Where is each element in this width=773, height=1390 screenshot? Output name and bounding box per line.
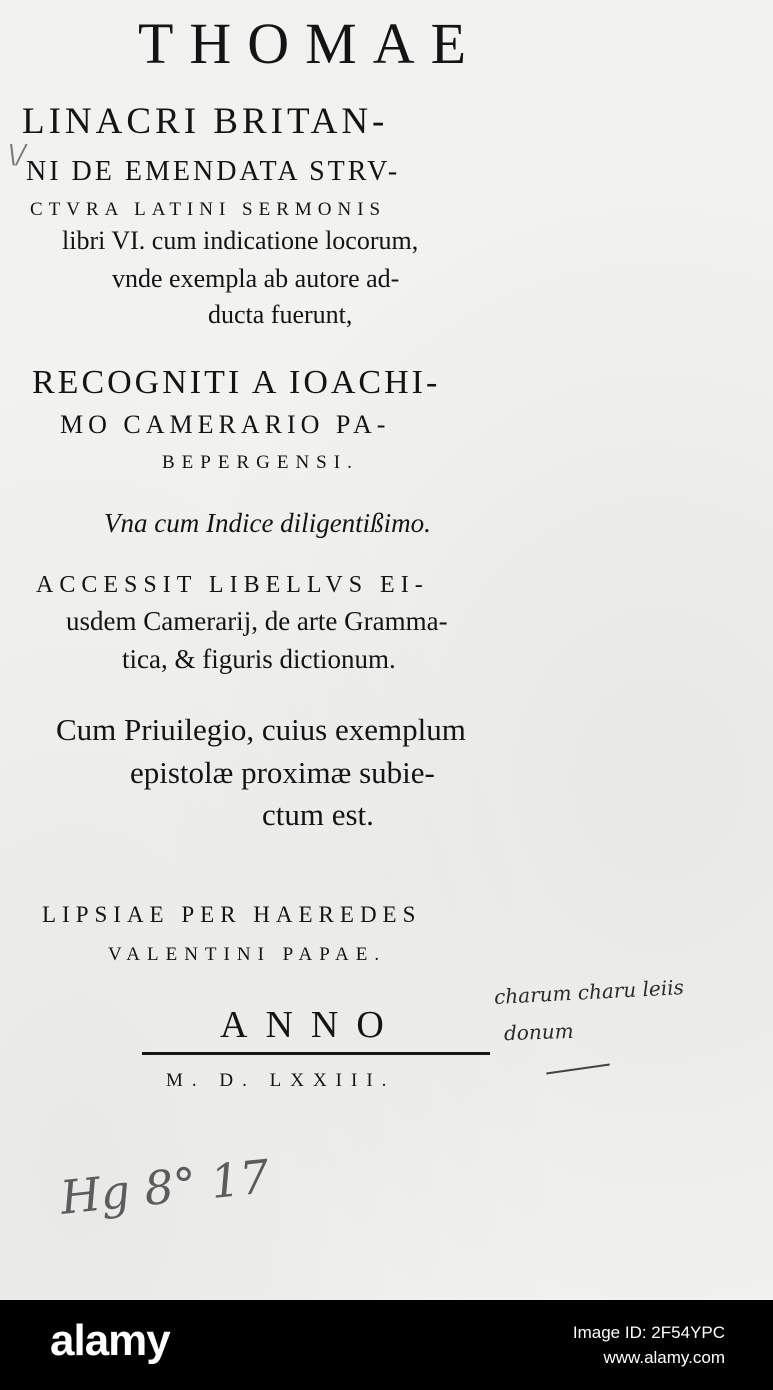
title-line-5: libri VI. cum indicatione locorum, bbox=[62, 226, 419, 255]
imprint-line-1: LIPSIAE PER HAEREDES bbox=[42, 902, 422, 927]
recognition-line-1: RECOGNITI A IOACHI- bbox=[32, 364, 441, 401]
handwritten-flourish bbox=[546, 1064, 610, 1075]
title-line-7: ducta fuerunt, bbox=[208, 300, 353, 329]
handwritten-inscription-line-1: charum charu leiis bbox=[493, 975, 685, 1009]
title-line-3: NI DE EMENDATA STRV- bbox=[26, 156, 401, 187]
anno-rule bbox=[142, 1052, 490, 1055]
title-line-4: CTVRA LATINI SERMONIS bbox=[30, 199, 387, 220]
accessit-line-3: tica, & figuris dictionum. bbox=[122, 644, 396, 674]
accessit-line-1: ACCESSIT LIBELLVS EI- bbox=[36, 572, 429, 598]
margin-mark: \/ bbox=[8, 140, 26, 170]
privilege-line-3: ctum est. bbox=[262, 797, 374, 832]
accessit-line-2: usdem Camerarij, de arte Gramma- bbox=[66, 606, 448, 636]
alamy-logo: alamy bbox=[50, 1316, 170, 1365]
title-line-6: vnde exempla ab autore ad- bbox=[112, 264, 400, 293]
recognition-line-3: BEPERGENSI. bbox=[162, 452, 359, 473]
image-id: Image ID: 2F54YPC bbox=[572, 1323, 725, 1342]
index-line: Vna cum Indice diligentißimo. bbox=[104, 508, 431, 538]
imprint-line-2: VALENTINI PAPAE. bbox=[108, 944, 387, 965]
privilege-line-1: Cum Priuilegio, cuius exemplum bbox=[56, 712, 466, 747]
shelfmark: Hg 8° 17 bbox=[57, 1149, 272, 1225]
publication-year: M. D. LXXIII. bbox=[166, 1070, 396, 1091]
anno-heading: ANNO bbox=[220, 1004, 402, 1046]
privilege-line-2: epistolæ proximæ subie- bbox=[130, 755, 435, 790]
title-line-2: LINACRI BRITAN- bbox=[22, 101, 389, 142]
recognition-line-2: MO CAMERARIO PA- bbox=[60, 410, 391, 439]
handwritten-inscription-line-2: donum bbox=[503, 1018, 574, 1046]
site-url: www.alamy.com bbox=[603, 1348, 725, 1367]
title-line-1: THOMAE bbox=[137, 11, 483, 76]
